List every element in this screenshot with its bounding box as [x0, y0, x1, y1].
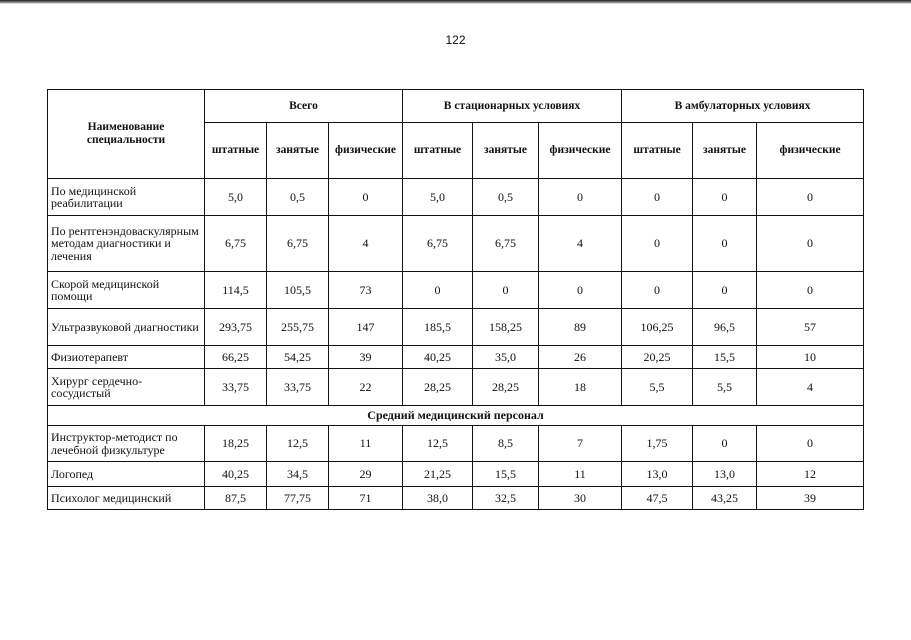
- subheader: занятые: [267, 123, 329, 179]
- cell-value: 21,25: [403, 462, 473, 487]
- specialty-name: Физиотерапевт: [48, 346, 205, 369]
- cell-value: 0: [757, 216, 864, 272]
- cell-value: 10: [757, 346, 864, 369]
- header-row-groups: [48, 90, 864, 123]
- table-row: [48, 272, 864, 309]
- cell-value: 30: [539, 487, 622, 510]
- cell-value: 11: [539, 462, 622, 487]
- table-row: [48, 179, 864, 216]
- cell-value: 4: [757, 369, 864, 406]
- cell-value: 7: [539, 426, 622, 462]
- cell-value: 0: [693, 272, 757, 309]
- cell-value: 12,5: [403, 426, 473, 462]
- cell-value: 0: [403, 272, 473, 309]
- cell-value: 28,25: [473, 369, 539, 406]
- cell-value: 5,0: [403, 179, 473, 216]
- cell-value: 18,25: [205, 426, 267, 462]
- cell-value: 29: [329, 462, 403, 487]
- cell-value: 5,0: [205, 179, 267, 216]
- cell-value: 106,25: [622, 309, 693, 346]
- table-row: [48, 369, 864, 406]
- subheader: физические: [757, 123, 864, 179]
- cell-value: 43,25: [693, 487, 757, 510]
- cell-value: 0: [622, 179, 693, 216]
- cell-value: 293,75: [205, 309, 267, 346]
- section-title: Средний медицинский персонал: [48, 406, 864, 426]
- cell-value: 0: [757, 272, 864, 309]
- scan-edge: [0, 0, 911, 4]
- subheader: физические: [329, 123, 403, 179]
- subheader: занятые: [473, 123, 539, 179]
- group-header-outpatient: В амбулаторных условиях: [622, 90, 864, 123]
- cell-value: 73: [329, 272, 403, 309]
- cell-value: 54,25: [267, 346, 329, 369]
- cell-value: 4: [329, 216, 403, 272]
- group-header-total: Всего: [205, 90, 403, 123]
- specialty-name: Ультразвуковой диагностики: [48, 309, 205, 346]
- table-row: [48, 426, 864, 462]
- cell-value: 6,75: [473, 216, 539, 272]
- cell-value: 158,25: [473, 309, 539, 346]
- cell-value: 12: [757, 462, 864, 487]
- cell-value: 12,5: [267, 426, 329, 462]
- specialty-header: Наименование специальности: [48, 90, 205, 179]
- cell-value: 15,5: [473, 462, 539, 487]
- cell-value: 0: [693, 426, 757, 462]
- cell-value: 5,5: [693, 369, 757, 406]
- subheader: штатные: [205, 123, 267, 179]
- cell-value: 15,5: [693, 346, 757, 369]
- cell-value: 0: [539, 179, 622, 216]
- cell-value: 6,75: [205, 216, 267, 272]
- table-row: [48, 346, 864, 369]
- cell-value: 11: [329, 426, 403, 462]
- table-row: [48, 309, 864, 346]
- cell-value: 28,25: [403, 369, 473, 406]
- cell-value: 40,25: [403, 346, 473, 369]
- cell-value: 33,75: [205, 369, 267, 406]
- cell-value: 71: [329, 487, 403, 510]
- cell-value: 13,0: [693, 462, 757, 487]
- cell-value: 6,75: [267, 216, 329, 272]
- cell-value: 1,75: [622, 426, 693, 462]
- cell-value: 38,0: [403, 487, 473, 510]
- staffing-table: [47, 89, 864, 510]
- cell-value: 0,5: [267, 179, 329, 216]
- subheader: штатные: [622, 123, 693, 179]
- cell-value: 47,5: [622, 487, 693, 510]
- cell-value: 4: [539, 216, 622, 272]
- cell-value: 32,5: [473, 487, 539, 510]
- cell-value: 40,25: [205, 462, 267, 487]
- section-row: [48, 406, 864, 426]
- subheader: физические: [539, 123, 622, 179]
- cell-value: 77,75: [267, 487, 329, 510]
- cell-value: 39: [757, 487, 864, 510]
- cell-value: 18: [539, 369, 622, 406]
- cell-value: 39: [329, 346, 403, 369]
- cell-value: 33,75: [267, 369, 329, 406]
- table-row: [48, 487, 864, 510]
- cell-value: 0: [693, 216, 757, 272]
- cell-value: 0: [757, 426, 864, 462]
- cell-value: 255,75: [267, 309, 329, 346]
- cell-value: 89: [539, 309, 622, 346]
- cell-value: 185,5: [403, 309, 473, 346]
- specialty-name: По медицинской реабилитации: [48, 179, 205, 216]
- cell-value: 0: [473, 272, 539, 309]
- cell-value: 57: [757, 309, 864, 346]
- specialty-name: Инструктор-методист по лечебной физкультуре: [48, 426, 205, 462]
- cell-value: 0: [757, 179, 864, 216]
- cell-value: 66,25: [205, 346, 267, 369]
- specialty-name: Скорой медицинской помощи: [48, 272, 205, 309]
- table-row: [48, 462, 864, 487]
- cell-value: 26: [539, 346, 622, 369]
- specialty-name: По рентгенэндоваскулярным методам диагностики и лечения: [48, 216, 205, 272]
- cell-value: 105,5: [267, 272, 329, 309]
- cell-value: 0: [693, 179, 757, 216]
- page-number: 122: [445, 33, 466, 47]
- specialty-name: Логопед: [48, 462, 205, 487]
- group-header-inpatient: В стационарных условиях: [403, 90, 622, 123]
- table-row: [48, 216, 864, 272]
- cell-value: 0: [622, 216, 693, 272]
- cell-value: 8,5: [473, 426, 539, 462]
- subheader: штатные: [403, 123, 473, 179]
- cell-value: 0: [622, 272, 693, 309]
- cell-value: 96,5: [693, 309, 757, 346]
- cell-value: 147: [329, 309, 403, 346]
- cell-value: 35,0: [473, 346, 539, 369]
- subheader: занятые: [693, 123, 757, 179]
- cell-value: 22: [329, 369, 403, 406]
- cell-value: 114,5: [205, 272, 267, 309]
- cell-value: 20,25: [622, 346, 693, 369]
- cell-value: 13,0: [622, 462, 693, 487]
- cell-value: 0: [329, 179, 403, 216]
- cell-value: 0,5: [473, 179, 539, 216]
- cell-value: 87,5: [205, 487, 267, 510]
- cell-value: 6,75: [403, 216, 473, 272]
- specialty-name: Хирург сердечно-сосудистый: [48, 369, 205, 406]
- cell-value: 5,5: [622, 369, 693, 406]
- cell-value: 0: [539, 272, 622, 309]
- cell-value: 34,5: [267, 462, 329, 487]
- specialty-name: Психолог медицинский: [48, 487, 205, 510]
